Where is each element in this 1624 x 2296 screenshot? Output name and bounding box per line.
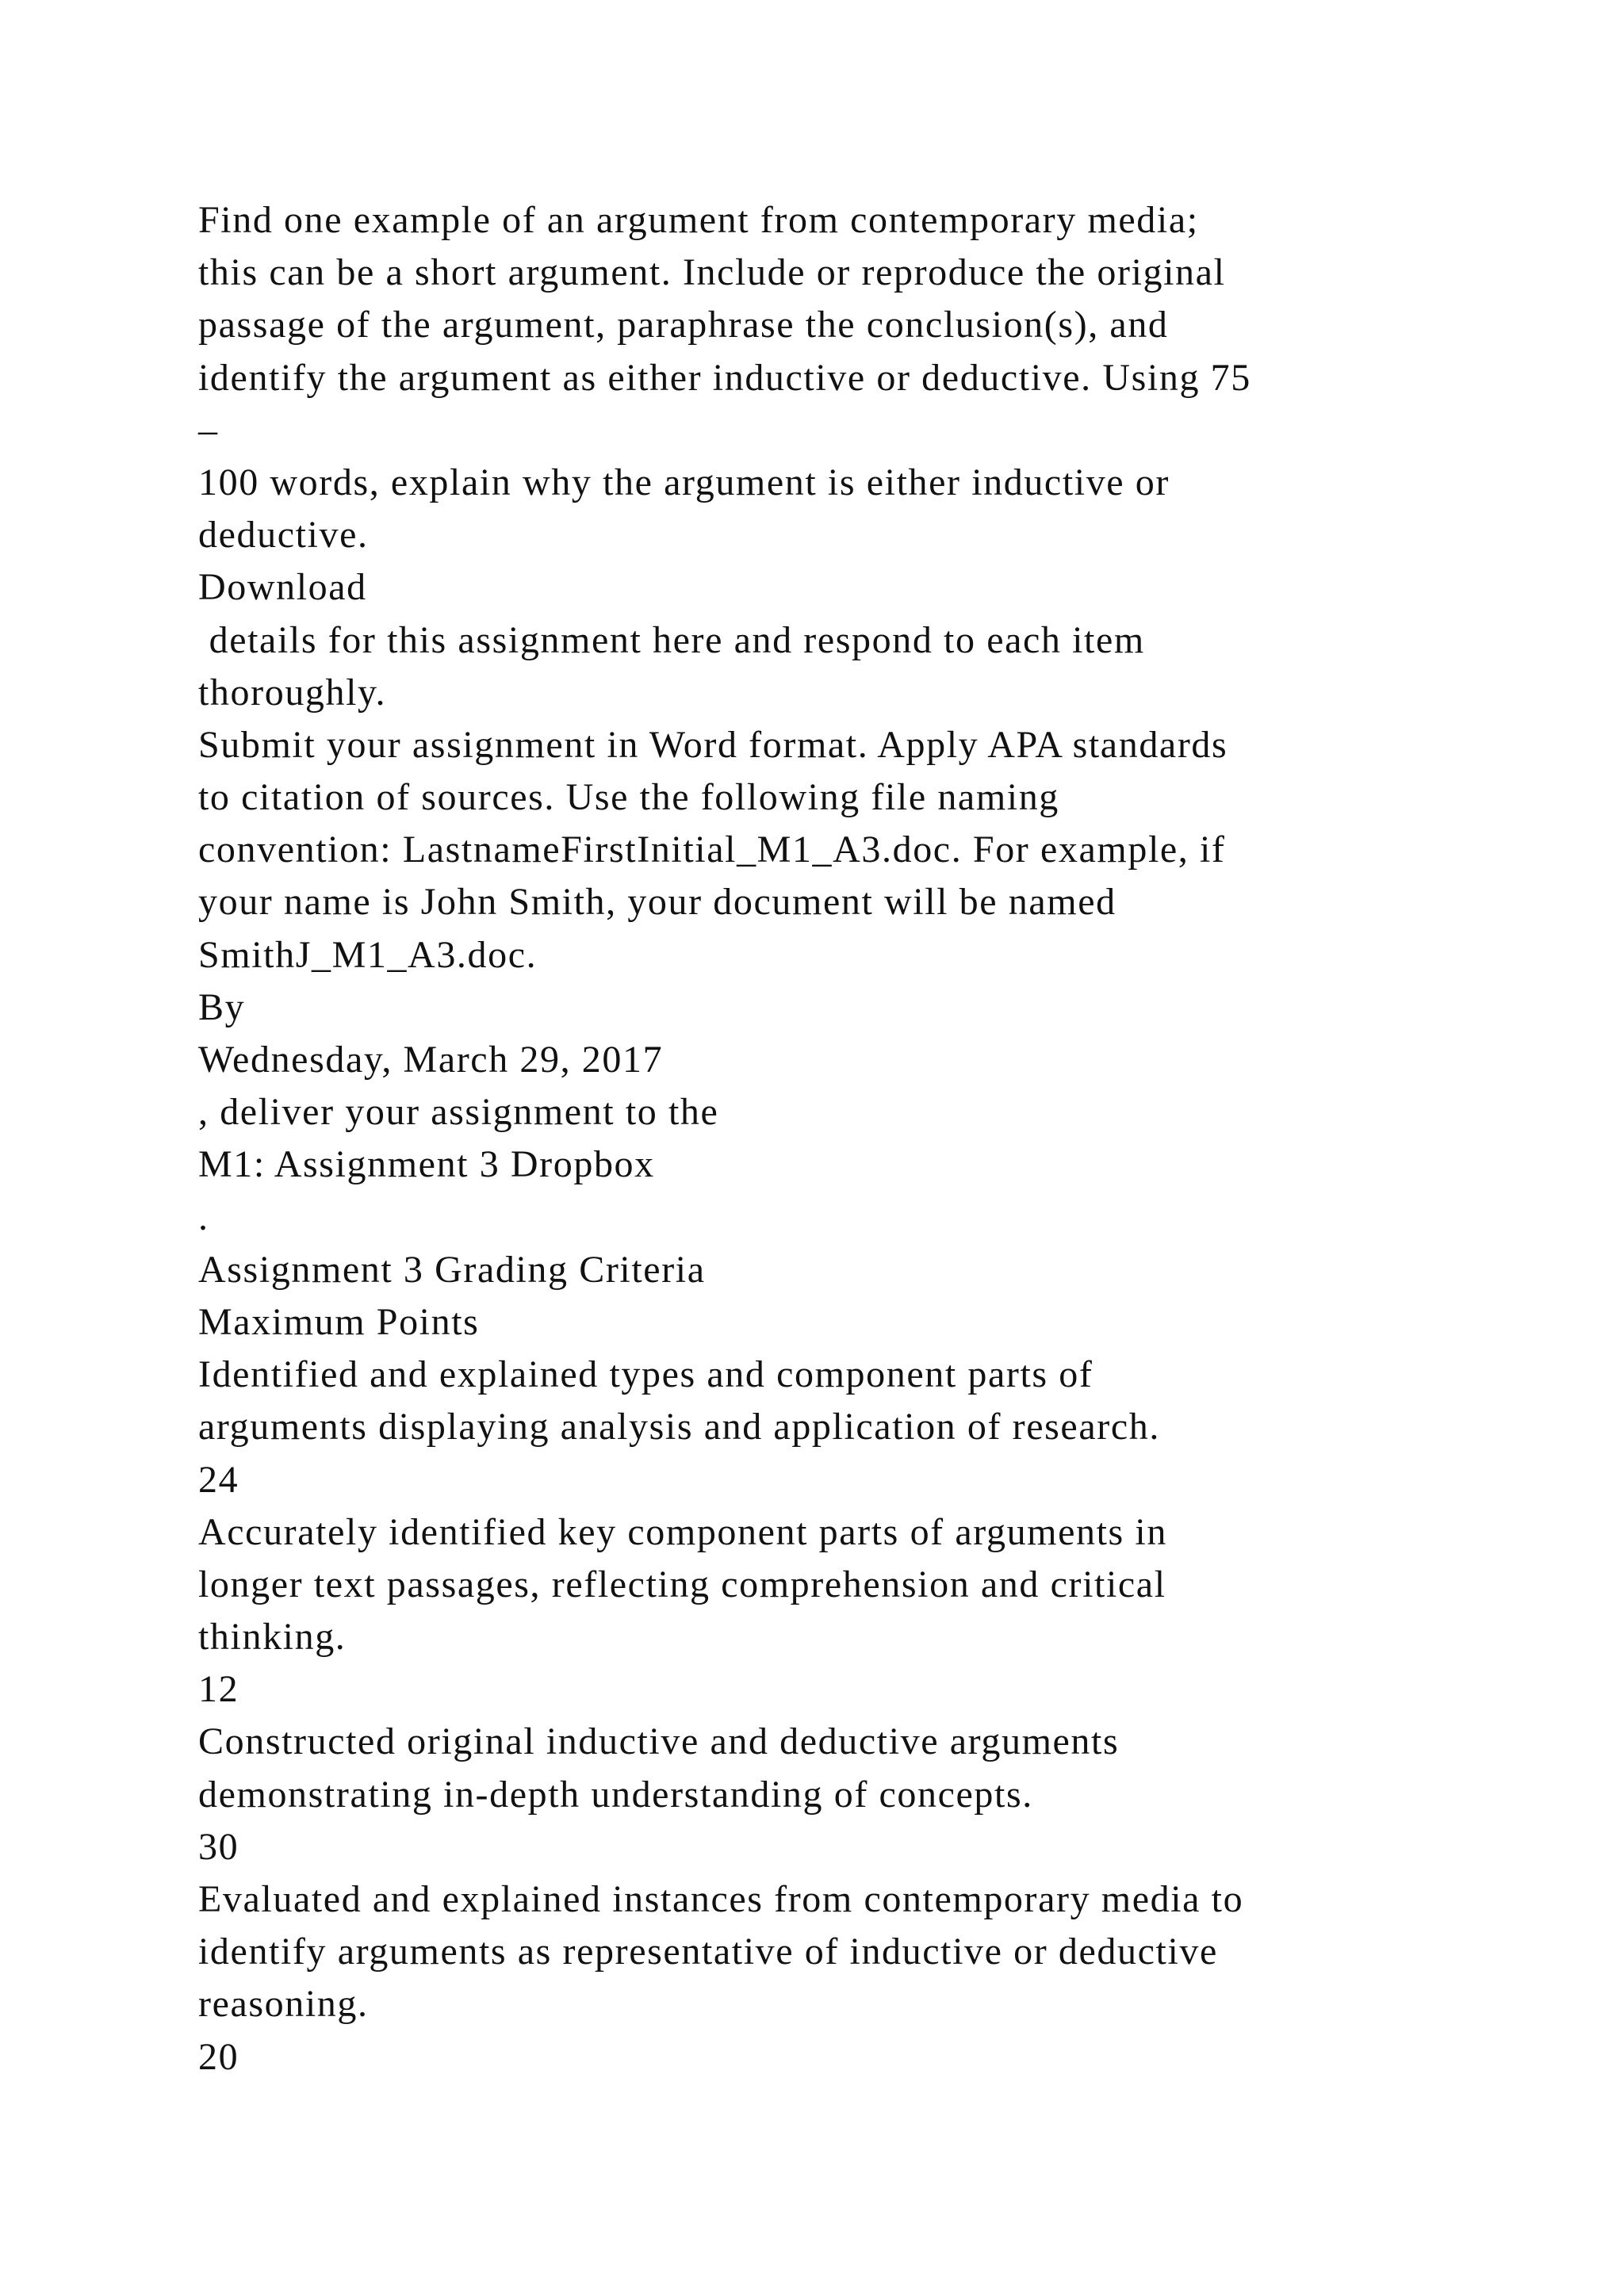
dropbox-link[interactable]: M1: Assignment 3 Dropbox	[198, 1143, 655, 1186]
due-date: Wednesday, March 29, 2017	[198, 1039, 664, 1081]
criterion-points: 20	[198, 2035, 239, 2078]
text-line: Find one example of an argument from contemporary media;	[198, 199, 1199, 241]
text-line: identify the argument as either inductive or deductive. Using 75	[198, 356, 1251, 399]
criterion-text: Accurately identified key component parts of arguments in	[198, 1510, 1167, 1553]
text-line: deductive.	[198, 514, 369, 557]
criterion-text: Evaluated and explained instances from contemporary media to	[198, 1878, 1244, 1920]
text-line: 100 words, explain why the argument is either inductive or	[198, 461, 1170, 503]
text-line: , deliver your assignment to the	[198, 1091, 719, 1134]
document-body	[198, 194, 1499, 2084]
maximum-points-heading: Maximum Points	[198, 1300, 480, 1343]
text-line: details for this assignment here and respond to each item	[198, 618, 1145, 661]
criterion-text: reasoning.	[198, 1983, 369, 2026]
text-line: SmithJ_M1_A3.doc.	[198, 933, 538, 976]
text-line: this can be a short argument. Include or reproduce the original	[198, 251, 1226, 294]
download-link[interactable]: Download	[198, 566, 367, 609]
text-line: passage of the argument, paraphrase the conclusion(s), and	[198, 304, 1169, 346]
text-line: Submit your assignment in Word format. Apply APA standards	[198, 723, 1228, 766]
criterion-text: arguments displaying analysis and application of research.	[198, 1406, 1160, 1448]
criterion-points: 24	[198, 1458, 239, 1501]
grading-criteria-heading: Assignment 3 Grading Criteria	[198, 1248, 706, 1291]
criterion-text: demonstrating in-depth understanding of concepts.	[198, 1773, 1033, 1816]
criterion-text: Constructed original inductive and deductive arguments	[198, 1720, 1120, 1763]
text-line: .	[198, 1196, 209, 1238]
criterion-text: Identified and explained types and component parts of	[198, 1353, 1094, 1396]
criterion-text: thinking.	[198, 1616, 347, 1659]
text-line: convention: LastnameFirstInitial_M1_A3.doc. For example, if	[198, 828, 1226, 871]
criterion-points: 12	[198, 1668, 239, 1711]
criterion-text: identify arguments as representative of inductive or deductive	[198, 1931, 1218, 1973]
text-line: –	[198, 408, 219, 451]
criterion-text: longer text passages, reflecting comprehension and critical	[198, 1563, 1166, 1605]
criterion-points: 30	[198, 1825, 239, 1868]
text-line: By	[198, 985, 246, 1028]
text-line: thoroughly.	[198, 671, 387, 714]
text-line: your name is John Smith, your document will be named	[198, 881, 1116, 924]
text-line: to citation of sources. Use the following file naming	[198, 776, 1059, 819]
